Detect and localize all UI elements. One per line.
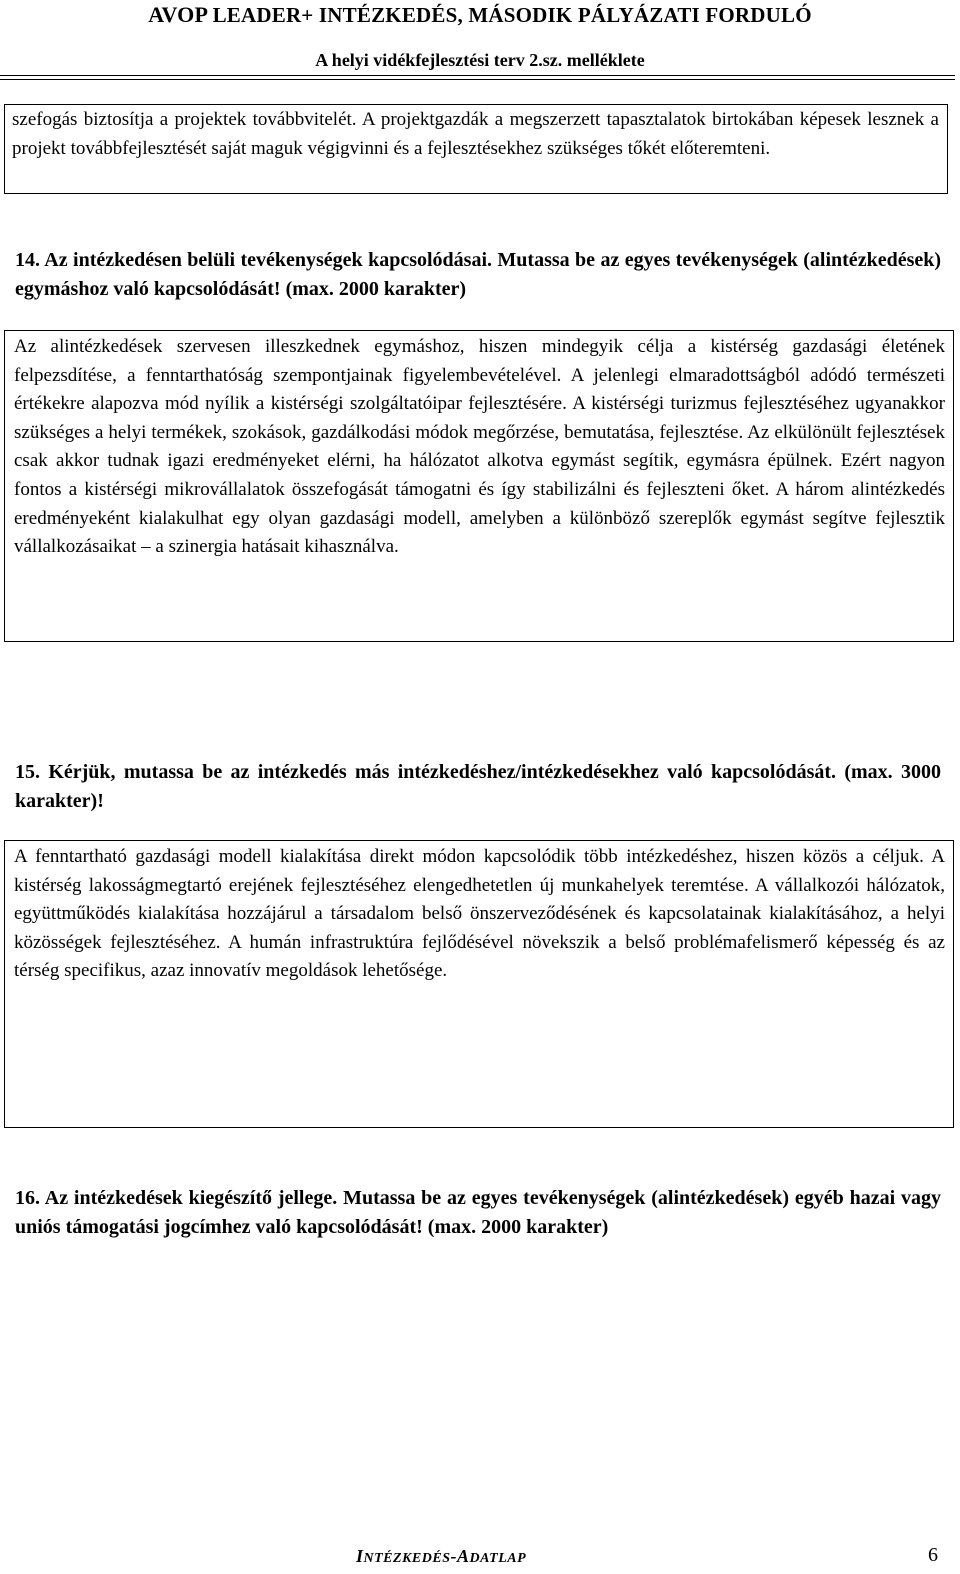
document-header-title <box>0 2 960 28</box>
section-14-title: 14. Az intézkedésen belüli tevékenységek kapcsolódásai. <box>15 249 493 271</box>
section-14-answer-box <box>4 330 954 642</box>
footer-title <box>356 1546 526 1567</box>
section-15-heading: 15. Kérjük, mutassa be az intézkedés más intézkedéshez/intézkedésekhez való kapcsolódását. (max. 3000 karakter)! <box>15 761 941 812</box>
header-title-prefix: AVOP <box>148 2 213 27</box>
intro-text: szefogás biztosítja a projektek továbbvitelét. A projektgazdák a megszerzett tapasztalatok birtokában képesek lesznek a projekt továbbfejlesztését saját maguk végigvinni és a fejlesztésekhez szükséges tőkét előteremteni. <box>12 109 939 159</box>
section-15-answer: A fenntartható gazdasági modell kialakítása direkt módon kapcsolódik több intézkedéshez, hiszen közös a céljuk. A kistérség lakosságmegtartó erejének fejlesztéséhez elengedhetetlen új munkahelyek teremtése. A vállalkozói hálózatok, együttműködés kialakítása hozzájárul a társadalom belső önszerveződésének és kapcsolatainak kialakításához, a helyi közösségek fejlesztéséhez. A humán infrastruktúra fejlődésével növekszik a belső problémafelismerő képesség és az térség specifikus, azaz innovatív megoldások lehetősége. <box>14 846 945 982</box>
header-title-main: LEADER+ INTÉZKEDÉS, MÁSODIK PÁLYÁZATI FORDULÓ <box>212 3 812 27</box>
section-14-heading <box>15 246 941 303</box>
section-14-prompt: Mutassa be az egyes tevékenységek (alintézkedések) egymáshoz való kapcsolódását! (max. 2000 karakter) <box>15 249 942 300</box>
section-14-answer: Az alintézkedések szervesen illeszkednek egymáshoz, hiszen mindegyik célja a kistérség gazdasági életének felpezsdítése, a fenntarthatóság szempontjainak figyelembevételével. A jelenlegi elmaradottságból adódó természeti értékekre alapozva mód nyílik a kistérségi szolgáltatóipar fejlesztésére. A kistérségi turizmus fejlesztéséhez ugyanakkor szükséges a helyi termékek, szokások, gazdálkodási módok megőrzése, bemutatása, fejlesztése. Az elkülönült fejlesztések csak akkor tudnak igazi eredményeket elérni, ha hálózatot alkotva egymást segítik, egymásra épülnek. Ezért nagyon fontos a kistérségi mikrovállalatok összefogását támogatni és így stabilizálni és fejleszteni őket. A három alintézkedés eredményeként kialakulhat egy olyan gazdasági modell, amelyben a különböző szereplők egymást segítve fejlesztik vállalkozásaikat – a szinergia hatásait kihasználva. <box>14 336 945 558</box>
header-rule-second <box>0 79 955 80</box>
footer-title-part: I <box>356 1546 364 1566</box>
footer-title-part: -A <box>450 1546 470 1566</box>
section-16-heading: 16. Az intézkedések kiegészítő jellege. Mutassa be az egyes tevékenységek (alintézkedések) egyéb hazai vagy uniós támogatási jogcímhez való kapcsolódását! (max. 2000 karakter) <box>15 1187 941 1238</box>
section-15-answer-box <box>4 840 954 1128</box>
footer-title-part: NTÉZKEDÉS <box>363 1551 451 1566</box>
document-header-subtitle: A helyi vidékfejlesztési terv 2.sz. melléklete <box>315 50 645 70</box>
header-rule <box>0 75 955 76</box>
intro-text-box <box>4 104 948 194</box>
footer-title-part: DATLAP <box>469 1551 527 1566</box>
page-number: 6 <box>928 1544 938 1566</box>
